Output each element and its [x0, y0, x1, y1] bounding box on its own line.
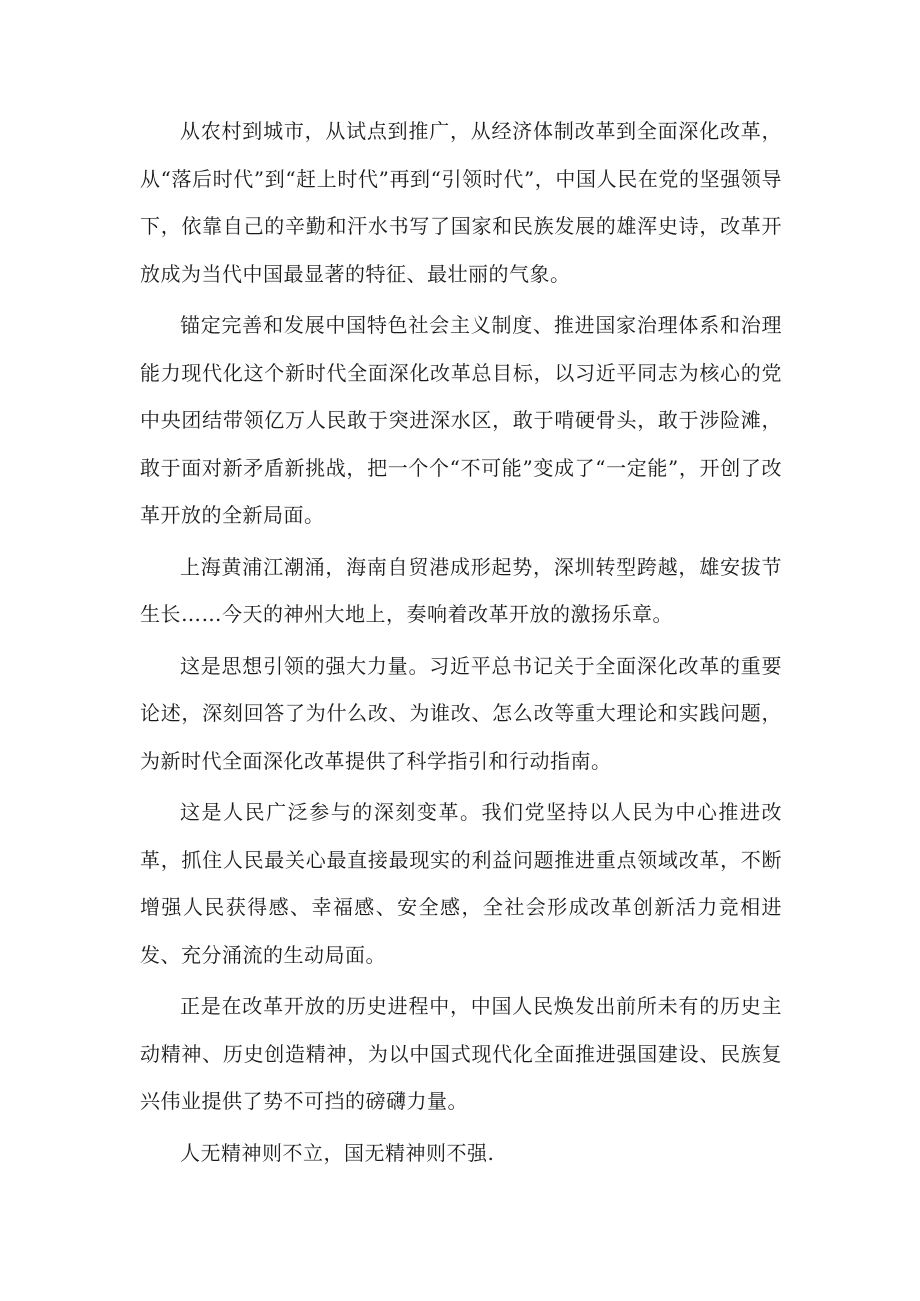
paragraph-7: 人无精神则不立，国无精神则不强.: [180, 1140, 495, 1165]
paragraph-6: 正是在改革开放的历史进程中，中国人民焕发出前所未有的历史主动精神、历史创造精神，为以中国式现代化全面推进强国建设、民族复兴伟业提供了势不可挡的磅礴力量。: [140, 994, 782, 1113]
paragraph-1: 从农村到城市，从试点到推广，从经济体制改革到全面深化改革，从“落后时代”到“赶上时代”再到“引领时代”，中国人民在党的坚强领导下，依靠自己的辛勤和汗水书写了国家和民族发展的雄浑史诗，改革开放成为当代中国最显著的特征、最壮丽的气象。: [140, 119, 782, 286]
paragraph-4: 这是思想引领的强大力量。习近平总书记关于全面深化改革的重要论述，深刻回答了为什么改、为谁改、怎么改等重大理论和实践问题，为新时代全面深化改革提供了科学指引和行动指南。: [140, 653, 782, 773]
paragraph-2: 锚定完善和发展中国特色社会主义制度、推进国家治理体系和治理能力现代化这个新时代全面深化改革总目标，以习近平同志为核心的党中央团结带领亿万人民敢于突进深水区，敢于啃硬骨头，敢于涉险滩，敢于面对新矛盾新挑战，把一个个“不可能”变成了“一定能”，开创了改革开放的全新局面。: [140, 313, 782, 527]
paragraph-5: 这是人民广泛参与的深刻变革。我们党坚持以人民为中心推进改革，抓住人民最关心最直接最现实的利益问题推进重点领域改革，不断增强人民获得感、幸福感、安全感，全社会形成改革创新活力竞相进发、充分涌流的生动局面。: [140, 800, 782, 967]
paragraph-3: 上海黄浦江潮涌，海南自贸港成形起势，深圳转型跨越，雄安拔节生长……今天的神州大地上，奏响着改革开放的激扬乐章。: [140, 554, 782, 626]
article-body: [140, 108, 782, 1181]
